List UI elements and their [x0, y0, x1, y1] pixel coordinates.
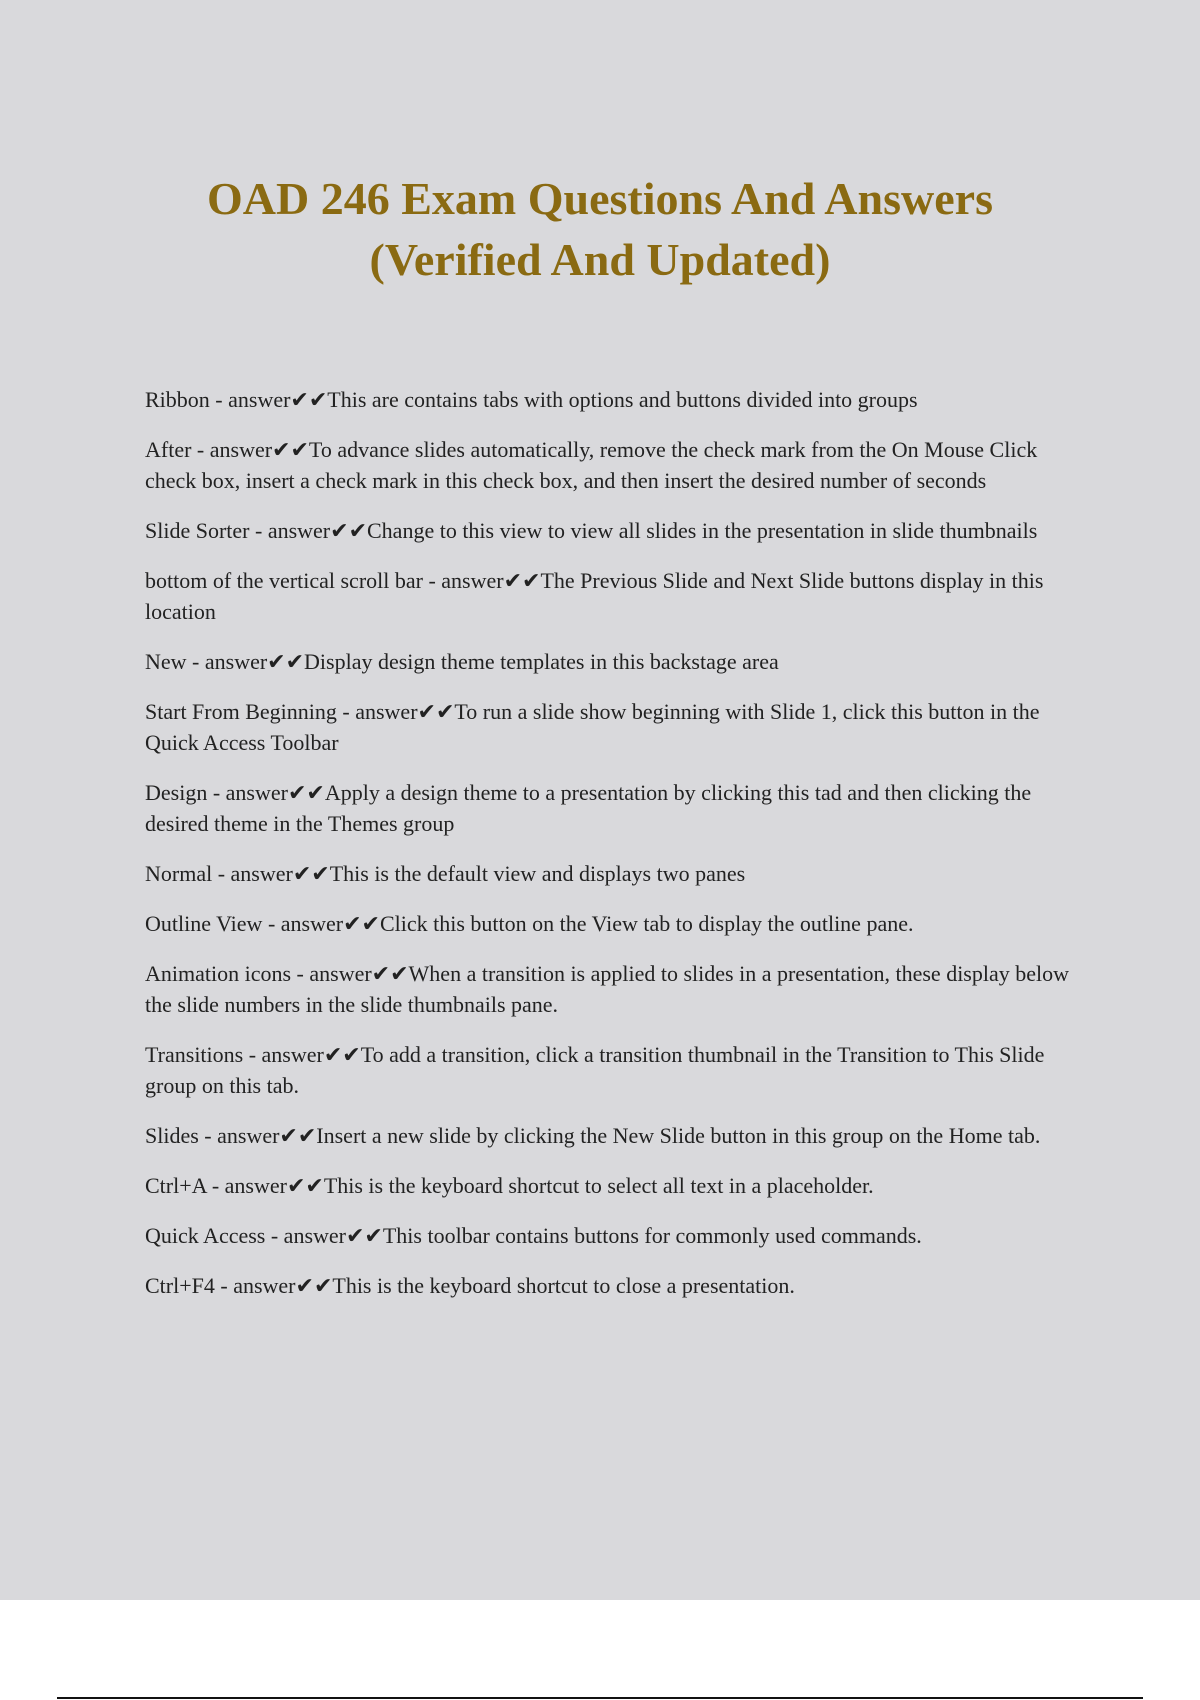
qa-answer: This is the keyboard shortcut to select all text in a placeholder. — [323, 1173, 874, 1198]
qa-term: Design — [145, 780, 208, 805]
qa-answer: Click this button on the View tab to display the outline pane. — [379, 911, 914, 936]
qa-answer: Change to this view to view all slides in the presentation in slide thumbnails — [367, 518, 1038, 543]
qa-item — [145, 384, 1090, 415]
qa-separator: - answer✔✔ — [214, 1273, 333, 1298]
qa-separator: - answer✔✔ — [262, 911, 380, 936]
document-title — [100, 168, 1100, 290]
qa-separator: - answer✔✔ — [191, 437, 309, 462]
qa-item — [145, 646, 1090, 677]
qa-separator: - answer✔✔ — [198, 1123, 317, 1148]
footer-divider — [57, 1697, 1143, 1699]
qa-term: Slides — [145, 1123, 199, 1148]
qa-item — [145, 1270, 1090, 1301]
qa-term: Transitions — [145, 1042, 244, 1067]
qa-item — [145, 565, 1090, 627]
qa-term: New — [145, 649, 187, 674]
qa-item — [145, 777, 1090, 839]
qa-term: bottom of the vertical scroll bar — [145, 568, 423, 593]
qa-answer: To run a slide show beginning with Slide 1, click this button in the Quick Access Toolbar — [145, 699, 1040, 755]
qa-separator: - answer✔✔ — [422, 568, 541, 593]
qa-answer: This are contains tabs with options and buttons divided into groups — [327, 387, 918, 412]
qa-term: Outline View — [145, 911, 263, 936]
qa-item — [145, 696, 1090, 758]
qa-term: Ctrl+A — [145, 1173, 207, 1198]
qa-separator: - answer✔✔ — [336, 699, 455, 724]
qa-answer: This toolbar contains buttons for commonly used commands. — [382, 1223, 922, 1248]
qa-item — [145, 1170, 1090, 1201]
qa-term: Animation icons — [145, 961, 292, 986]
qa-item — [145, 1039, 1090, 1101]
qa-answer: To add a transition, click a transition thumbnail in the Transition to This Slide group on this tab. — [145, 1042, 1045, 1098]
qa-answer: The Previous Slide and Next Slide buttons display in this location — [145, 568, 1044, 624]
qa-answer: To advance slides automatically, remove the check mark from the On Mouse Click check box, insert a check mark in this check box, and then insert the desired number of seconds — [145, 437, 1038, 493]
qa-item — [145, 858, 1090, 889]
title-line-1: OAD 246 Exam Questions And Answers — [207, 173, 993, 224]
qa-separator: - answer✔✔ — [206, 1173, 324, 1198]
qa-term: Start From Beginning — [145, 699, 337, 724]
qa-answer: Display design theme templates in this backstage area — [304, 649, 779, 674]
qa-term: Quick Access — [145, 1223, 266, 1248]
qa-term: Ribbon — [145, 387, 210, 412]
qa-separator: - answer✔✔ — [212, 861, 330, 886]
qa-item — [145, 1120, 1090, 1151]
qa-item — [145, 1220, 1090, 1251]
qa-term: After — [145, 437, 192, 462]
qa-item — [145, 908, 1090, 939]
qa-answer: When a transition is applied to slides in a presentation, these display below the slide numbers in the slide thumbnails pane. — [145, 961, 1070, 1017]
qa-separator: - answer✔✔ — [186, 649, 305, 674]
title-line-2: (Verified And Updated) — [369, 234, 831, 285]
qa-separator: - answer✔✔ — [209, 387, 328, 412]
qa-separator: - answer✔✔ — [243, 1042, 361, 1067]
qa-item — [145, 958, 1090, 1020]
qa-answer: This is the keyboard shortcut to close a presentation. — [332, 1273, 795, 1298]
qa-answer: Insert a new slide by clicking the New Slide button in this group on the Home tab. — [316, 1123, 1041, 1148]
qa-item — [145, 515, 1090, 546]
qa-answer: Apply a design theme to a presentation by clicking this tad and then clicking the desired theme in the Themes group — [145, 780, 1032, 836]
qa-separator: - answer✔✔ — [291, 961, 409, 986]
qa-list — [145, 384, 1090, 1320]
qa-separator: - answer✔✔ — [249, 518, 367, 543]
qa-term: Ctrl+F4 — [145, 1273, 215, 1298]
qa-item — [145, 434, 1090, 496]
qa-separator: - answer✔✔ — [207, 780, 325, 805]
qa-term: Normal — [145, 861, 213, 886]
qa-separator: - answer✔✔ — [265, 1223, 383, 1248]
qa-answer: This is the default view and displays two panes — [329, 861, 746, 886]
qa-term: Slide Sorter — [145, 518, 250, 543]
